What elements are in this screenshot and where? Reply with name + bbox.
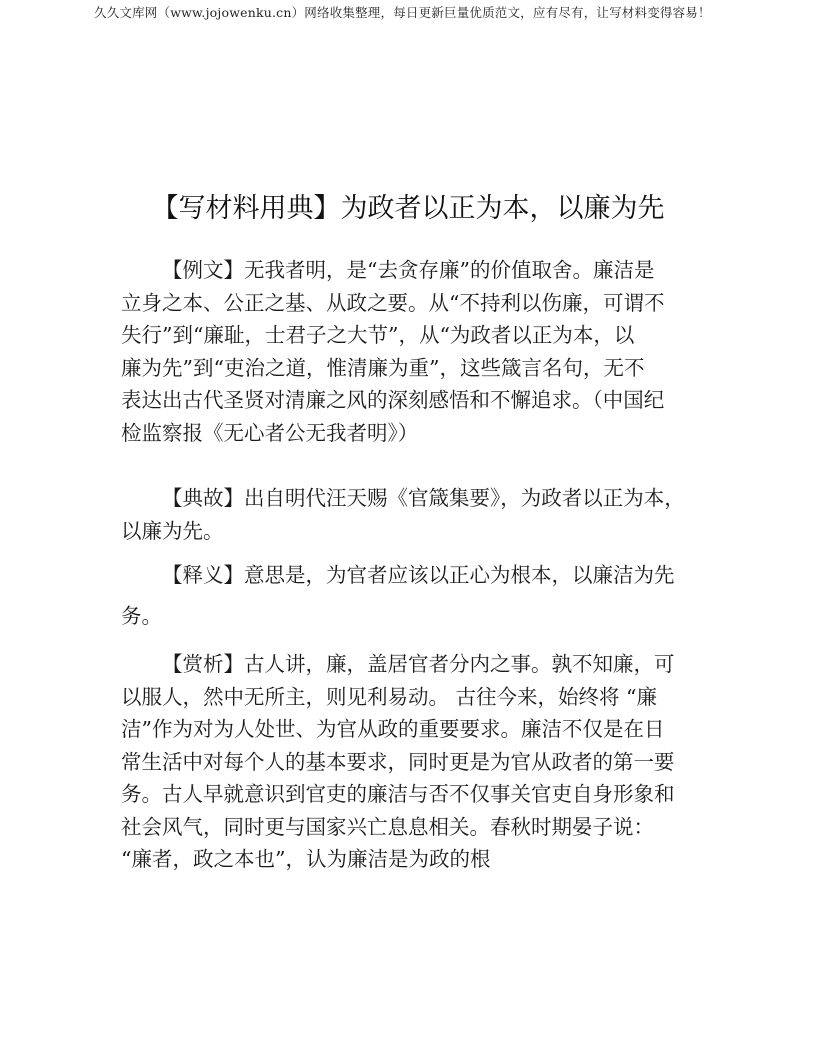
text-line: 表达出古代圣贤对清廉之风的深刻感悟和不懈追求。（中国纪	[121, 388, 665, 412]
paragraph-allusion	[121, 482, 701, 547]
text-line: 务。古人早就意识到官吏的廉洁与否不仅事关官吏自身形象和	[121, 782, 675, 806]
text-line: 检监察报《无心者公无我者明》）	[121, 420, 419, 445]
paragraph-analysis	[121, 648, 701, 876]
text-line: 【释义】意思是，为官者应该以正心为根本，以廉洁为先	[162, 563, 675, 587]
text-line: 失行”到“廉耻，士君子之大节”，从“为政者以正为本，以	[121, 323, 635, 347]
paragraph-meaning	[121, 559, 701, 632]
text-line: 【赏析】古人讲，廉，盖居官者分内之事。孰不知廉，可	[162, 652, 675, 676]
text-line: 【典故】出自明代汪天赐《官箴集要》，为政者以正为本，	[162, 486, 685, 510]
document-title: 【写材料用典】为政者以正为本，以廉为先	[151, 193, 665, 224]
text-line: 以廉为先。	[121, 518, 224, 543]
text-line: 立身之本、公正之基、从政之要。从“不持利以伤廉，可谓不	[121, 290, 665, 315]
text-line: 社会风气，同时更与国家兴亡息息相关。春秋时期晏子说：	[121, 814, 654, 839]
text-line: 【例文】无我者明，是“去贪存廉”的价值取舍。廉洁是	[162, 258, 655, 282]
text-line: 务。	[121, 603, 162, 628]
text-line: 洁”作为对为人处世、为官从政的重要要求。廉洁不仅是在日	[121, 717, 665, 741]
paragraph-example	[121, 254, 701, 449]
text-line: “廉者，政之本也”，认为廉洁是为政的根	[121, 847, 491, 871]
text-line: 以服人，然中无所主，则见利易动。 古往今来，始终将 “廉	[121, 684, 658, 709]
text-line: 廉为先”到“吏治之道，惟清廉为重”，这些箴言名句，无不	[121, 355, 645, 380]
page-header-note: 久久文库网（www.jojowenku.cn）网络收集整理，每日更新巨量优质范文，应有尽有，让写材料变得容易！	[94, 5, 711, 20]
text-line: 常生活中对每个人的基本要求，同时更是为官从政者的第一要	[121, 749, 675, 774]
